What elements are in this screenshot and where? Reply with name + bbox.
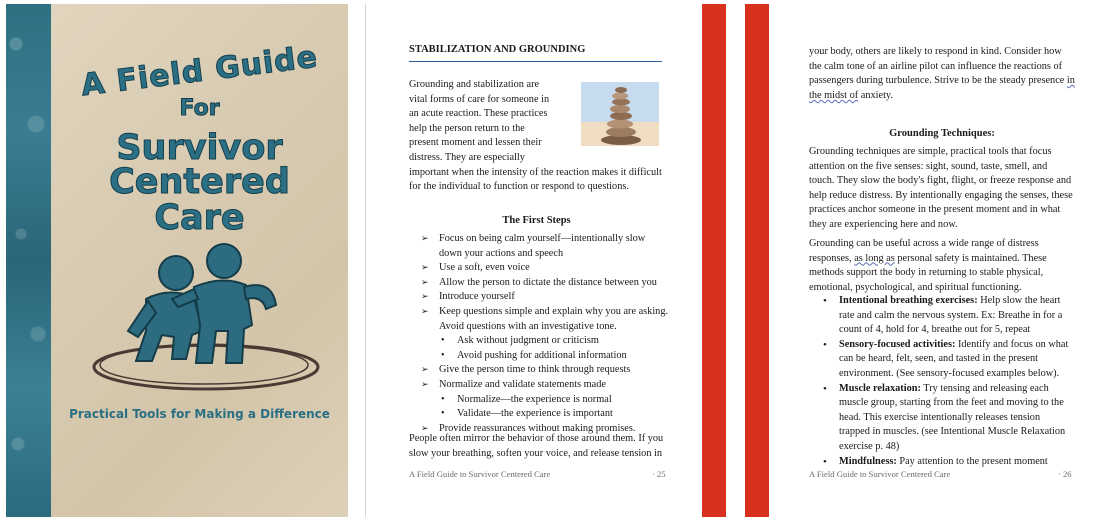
technique-label: Muscle relaxation: <box>839 382 921 394</box>
grounding-text-end: personal safety is maintained. These methods support the body in returning to stable physical, emotional, psychological, and spiritual functioning. <box>809 252 1047 293</box>
first-steps-title: The First Steps <box>502 215 571 226</box>
intro-wrapped-lines <box>409 78 559 166</box>
cover-title-line-5: Care <box>154 198 245 238</box>
mirror-paragraph: People often mirror the behavior of those around them. If you slow your breathing, soften your voice, and release tension in <box>409 433 664 459</box>
cover-title-line-4: Centered <box>109 162 290 202</box>
techniques-paragraph: Grounding techniques are simple, practical tools that focus attention on the five senses: sight, sound, taste, smell, and touch. They slow the body's fight, flight, or freeze response and help reduce distress. By intentionally engaging the senses, these practices anchor someone in the present moment and in what they are experiencing here and now. <box>809 146 1073 230</box>
grounding-techniques-title: Grounding Techniques: <box>889 128 995 139</box>
footer-book-title: A Field Guide to Survivor Centered Care <box>809 469 951 479</box>
list-item <box>821 338 1069 382</box>
continued-text-end: anxiety. <box>858 89 893 101</box>
cover-tagline: Practical Tools for Making a Difference <box>69 407 330 421</box>
supporting-figures-illustration <box>76 239 336 399</box>
technique-label: Intentional breathing exercises: <box>839 295 978 306</box>
page-26 <box>773 4 1102 517</box>
list-item <box>821 382 1069 455</box>
intro-line: vital forms of care for someone in <box>409 93 550 105</box>
cover-title-line-2: For <box>179 96 220 121</box>
cover-title-line-3: Survivor <box>116 128 283 168</box>
list-item <box>821 294 1069 338</box>
cover-title-line-1: A Field Guide <box>79 39 320 104</box>
technique-label: Mindfulness: <box>839 455 897 467</box>
intro-line: distress. They are especially <box>409 151 525 163</box>
intro-line: help the person return to the <box>409 122 525 134</box>
flagged-phrase: as long as <box>854 252 895 264</box>
techniques-list <box>821 294 1069 469</box>
list-item: ➢ Give the person time to think through requests <box>421 363 669 378</box>
sub-list-item: • Normalize—the experience is normal <box>421 393 669 408</box>
page-25 <box>365 4 698 517</box>
cover-spine <box>6 4 51 517</box>
red-divider-bar <box>745 4 769 517</box>
first-steps-list <box>421 232 669 436</box>
technique-text: Pay attention to the present moment <box>896 455 1048 467</box>
list-item: ➢ Normalize and validate statements made <box>421 378 669 393</box>
list-item: ➢ Introduce yourself <box>421 290 669 305</box>
red-divider-bar <box>702 4 726 517</box>
flagged-phrase: in the midst of <box>809 75 1075 101</box>
footer-book-title: A Field Guide to Survivor Centered Care <box>409 469 551 479</box>
continued-paragraph <box>809 45 1075 103</box>
technique-label: Sensory-focused activities: <box>839 338 956 350</box>
footer-page-number: · 26 <box>1058 469 1072 479</box>
technique-text: Identify and focus on what can be heard, felt, seen, and tasted in the present environment. (See sensory-focused examples below). <box>839 338 1069 379</box>
footer-page-number: · 25 <box>652 469 666 479</box>
list-item <box>821 455 1069 470</box>
intro-line: present moment and lessen their <box>409 137 542 149</box>
continued-text: your body, others are likely to respond in kind. Consider how the calm tone of an airline pilot can influence the reactions of passengers during turbulence. Strive to be the steady presence <box>809 46 1067 87</box>
list-item: ➢ Use a soft, even voice <box>421 261 669 276</box>
list-item: ➢ Allow the person to dictate the distance between you <box>421 276 669 291</box>
sub-list-item: • Ask without judgment or criticism <box>421 334 669 349</box>
list-item: ➢ Provide reassurances without making promises. <box>421 422 669 437</box>
stacked-stones-image <box>581 82 659 146</box>
list-item: ➢ Keep questions simple and explain why you are asking. Avoid questions with an investigative tone. <box>421 305 669 334</box>
intro-tail: important when the intensity of the reaction makes it difficult for the individual to function or respond to questions. <box>409 166 662 193</box>
intro-line: Grounding and stabilization are <box>409 79 540 90</box>
grounding-text: Grounding can be useful across a wide range of distress responses, <box>809 238 1039 264</box>
technique-text: Try tensing and releasing each muscle group, starting from the feet and moving to the head. This exercise intentionally releases tension trapped in muscles. (see Intentional Muscle Relaxation exercise p. 48) <box>839 382 1066 452</box>
list-item: ➢ Focus on being calm yourself—intentionally slow down your actions and speech <box>421 232 669 261</box>
grounding-paragraph <box>809 237 1075 295</box>
sub-list-item: • Avoid pushing for additional information <box>421 349 669 364</box>
intro-line: an acute reaction. These practices <box>409 108 548 120</box>
technique-text: Help slow the heart rate and calm the nervous system. Ex: Breathe in for a count of 4, hold for 4, breathe out for 5, repeat <box>839 295 1063 336</box>
sub-list-item: • Validate—the experience is important <box>421 407 669 422</box>
section-heading: STABILIZATION AND GROUNDING <box>409 44 662 62</box>
book-cover <box>6 4 348 517</box>
